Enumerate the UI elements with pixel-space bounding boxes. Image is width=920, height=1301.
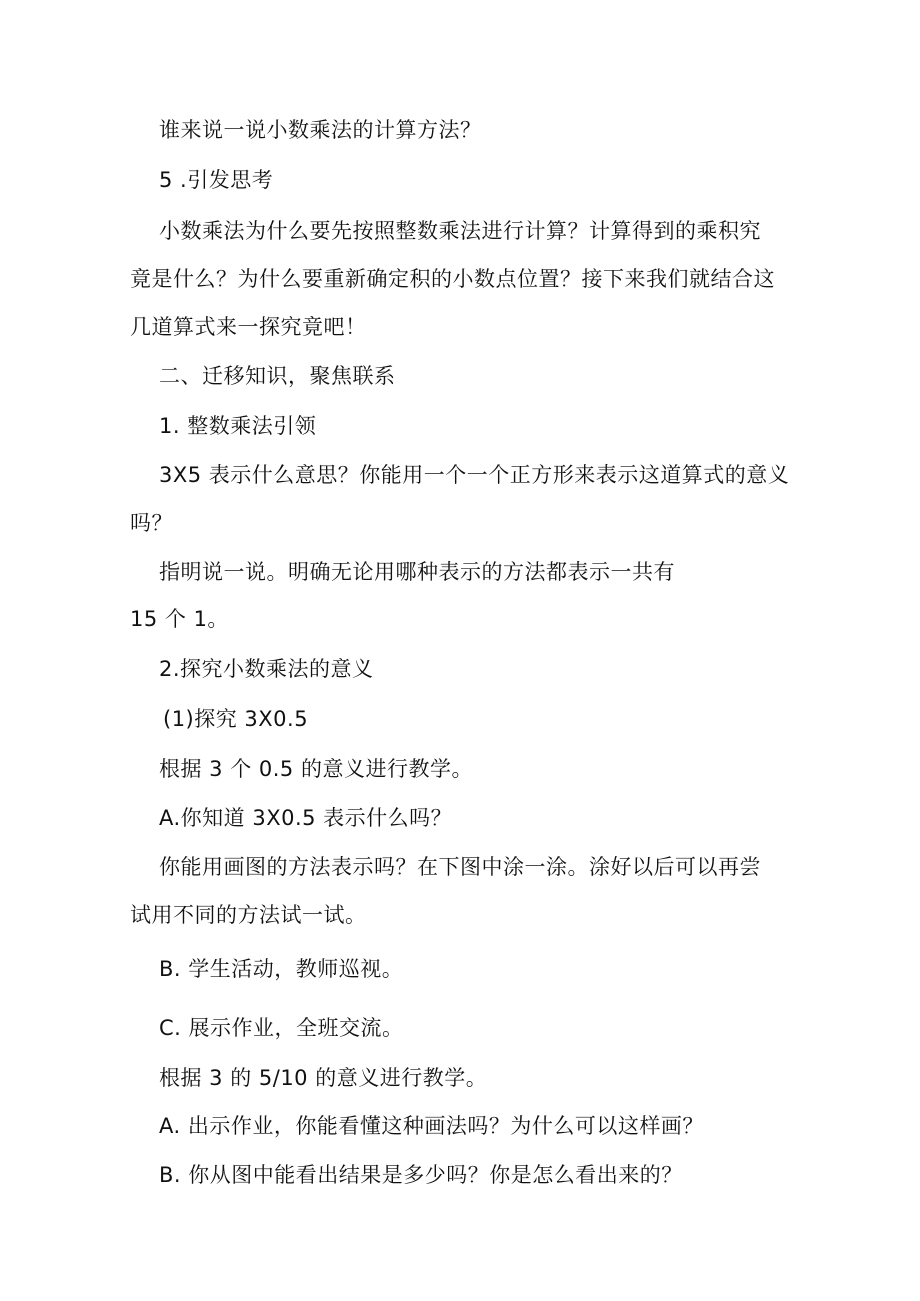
paragraph-line: A. 出示作业，你能看懂这种画法吗？为什么可以这样画？: [159, 1114, 704, 1138]
section-heading-5: 5 .引发思考: [159, 168, 274, 192]
paragraph-line: B. 你从图中能看出结果是多少吗？你是怎么看出来的？: [159, 1163, 683, 1187]
paragraph-line: C. 展示作业，全班交流。: [159, 1016, 404, 1040]
item-heading-1: (1)探究 3X0.5: [163, 707, 309, 731]
paragraph-line: 15 个 1。: [130, 607, 229, 631]
paragraph-line: 3X5 表示什么意思？你能用一个一个正方形来表示这道算式的意义: [159, 463, 790, 487]
paragraph-line: 小数乘法为什么要先按照整数乘法进行计算？计算得到的乘积究: [159, 219, 761, 243]
paragraph-line: 根据 3 个 0.5 的意义进行教学。: [159, 757, 473, 781]
paragraph-line: A.你知道 3X0.5 表示什么吗？: [159, 806, 453, 830]
paragraph-line: 吗？: [130, 511, 173, 535]
paragraph-line: 指明说一说。明确无论用哪种表示的方法都表示一共有: [159, 560, 675, 584]
paragraph-line: 几道算式来一探究竟吧！: [130, 315, 367, 339]
subsection-heading-2: 2.探究小数乘法的意义: [159, 657, 374, 681]
paragraph-line: 根据 3 的 5/10 的意义进行教学。: [159, 1066, 488, 1090]
paragraph-line: 竟是什么？为什么要重新确定积的小数点位置？接下来我们就结合这: [130, 267, 775, 291]
paragraph-line: 试用不同的方法试一试。: [130, 903, 367, 927]
text-line-method-question: 谁来说一说小数乘法的计算方法？: [159, 118, 482, 142]
subsection-heading-1: 1. 整数乘法引领: [159, 414, 317, 438]
section-heading-2: 二、迁移知识，聚焦联系: [159, 364, 396, 388]
paragraph-line: 你能用画图的方法表示吗？在下图中涂一涂。涂好以后可以再尝: [159, 855, 761, 879]
paragraph-line: B. 学生活动，教师巡视。: [159, 957, 404, 981]
